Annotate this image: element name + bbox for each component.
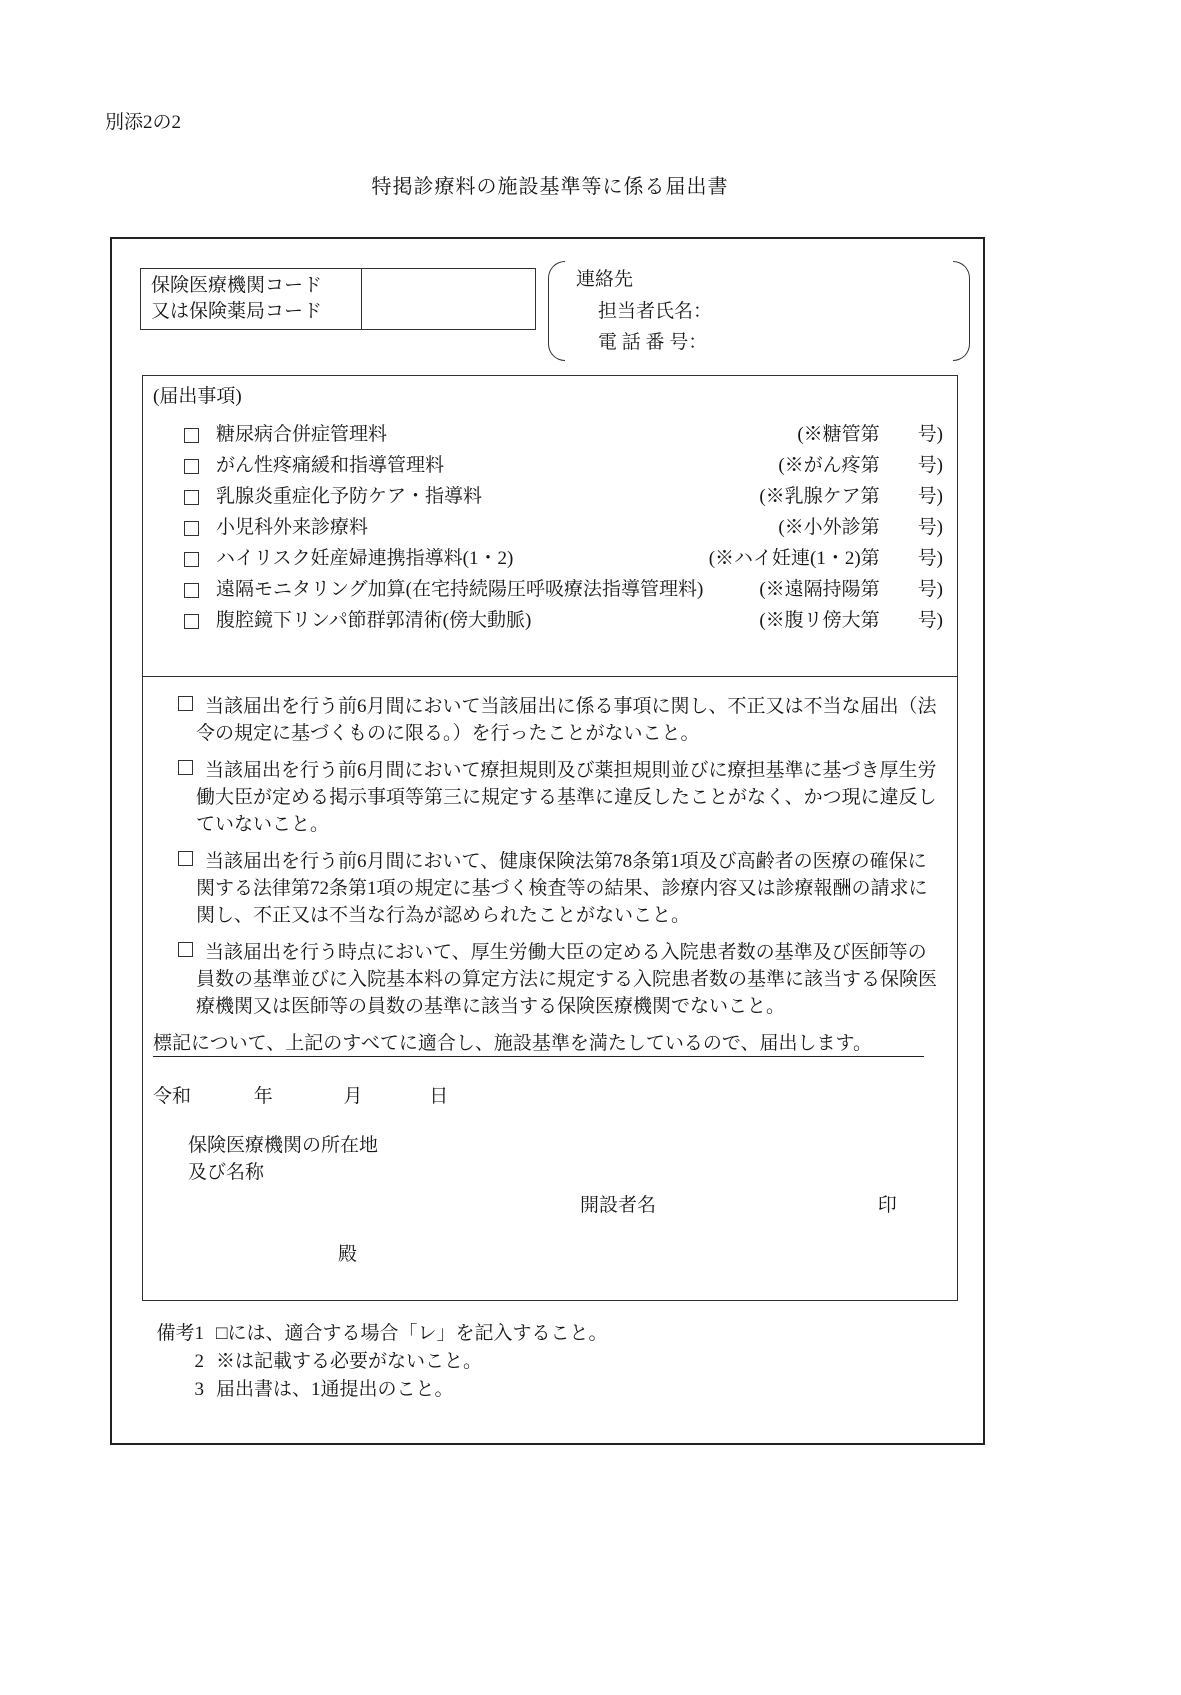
code-label-line2: 又は保険薬局コード <box>151 301 323 322</box>
code-label-box <box>140 268 362 330</box>
declaration-text: 当該届出を行う前6月間において、健康保険法第78条第1項及び高齢者の医療の確保に関する法律第72条第1項の規定に基づく検査等の結果、診療内容又は診療報酬の請求に関し、不正又は不当な行為が認められたことがないこと。 <box>196 851 928 926</box>
seal-label: 印 <box>877 1195 897 1216</box>
notification-item-row <box>143 513 957 544</box>
item-checkbox[interactable] <box>184 614 199 629</box>
item-name: 糖尿病合併症管理料 <box>216 424 388 446</box>
notification-item-row <box>143 544 957 575</box>
item-code: (※遠隔持陽第 号) <box>759 579 943 601</box>
remark-text: □には、適合する場合「レ」を記入すること。 <box>216 1323 608 1344</box>
era-label: 令和 <box>153 1086 192 1107</box>
item-name: 腹腔鏡下リンパ節群郭清術(傍大動脈) <box>216 610 532 632</box>
item-code: (※小外診第 号) <box>778 517 943 539</box>
day-label: 日 <box>429 1086 449 1107</box>
founder-label: 開設者名 <box>580 1195 657 1216</box>
remark-row <box>148 1376 948 1404</box>
item-name: 乳腺炎重症化予防ケア・指導料 <box>216 486 483 508</box>
institution-address-label: 保険医療機関の所在地 <box>188 1135 379 1156</box>
remark-row <box>148 1320 948 1348</box>
item-checkbox[interactable] <box>184 521 199 536</box>
code-value-field[interactable] <box>362 268 536 330</box>
page-title: 特掲診療料の施設基準等に係る届出書 <box>371 176 729 198</box>
item-name: がん性疼痛緩和指導管理料 <box>216 455 445 477</box>
notification-item-row <box>143 451 957 482</box>
declarations-box <box>142 676 958 1301</box>
declaration-text: 当該届出を行う時点において、厚生労働大臣の定める入院患者数の基準及び医師等の員数の基準並びに入院基本料の算定方法に規定する入院患者数の基準に該当する保険医療機関又は医師等の員数の基準に該当する保険医療機関でないこと。 <box>196 942 938 1017</box>
notification-items-list <box>143 420 957 637</box>
conformity-statement: 標記について、上記のすべてに適合し、施設基準を満たしているので、届出します。 <box>153 1033 924 1057</box>
left-bracket-icon <box>548 261 565 361</box>
item-code: (※腹リ傍大第 号) <box>759 610 943 632</box>
item-code: (※がん疼第 号) <box>778 455 943 477</box>
notification-item-row <box>143 482 957 513</box>
notification-item-row <box>143 575 957 606</box>
declaration-row <box>143 848 943 929</box>
notification-item-row <box>143 420 957 451</box>
declaration-row <box>143 693 943 747</box>
declaration-checkbox[interactable] <box>178 696 193 711</box>
date-line <box>153 1083 943 1110</box>
remark-number: 3 <box>194 1379 204 1400</box>
declaration-text: 当該届出を行う前6月間において療担規則及び薬担規則並びに療担基準に基づき厚生労働大臣が定める掲示事項等第三に規定する基準に違反したことがなく、かつ現に違反していないこと。 <box>196 760 937 835</box>
declaration-checkbox[interactable] <box>178 760 193 775</box>
right-bracket-icon <box>953 261 970 361</box>
item-name: 小児科外来診療料 <box>216 517 369 539</box>
declaration-checkbox[interactable] <box>178 942 193 957</box>
institution-name-label: 及び名称 <box>188 1162 265 1183</box>
item-checkbox[interactable] <box>184 552 199 567</box>
notification-item-row <box>143 606 957 637</box>
remark-number: 2 <box>194 1351 204 1372</box>
item-checkbox[interactable] <box>184 583 199 598</box>
remarks-section <box>148 1320 948 1404</box>
year-label: 年 <box>253 1086 273 1107</box>
item-name: 遠隔モニタリング加算(在宅持続陽圧呼吸療法指導管理料) <box>216 579 704 601</box>
contact-section <box>548 261 970 361</box>
item-name: ハイリスク妊産婦連携指導料(1・2) <box>216 548 514 570</box>
remark-number: 備考1 <box>156 1323 204 1344</box>
contact-phone-label: 電 話 番 号： <box>598 332 708 353</box>
code-label-line1: 保険医療機関コード <box>151 275 323 296</box>
month-label: 月 <box>343 1086 363 1107</box>
declaration-checkbox[interactable] <box>178 851 193 866</box>
item-code: (※糖管第 号) <box>797 424 943 446</box>
item-checkbox[interactable] <box>184 459 199 474</box>
statement-line <box>153 1030 943 1057</box>
code-section <box>140 268 536 330</box>
founder-line <box>143 1192 943 1219</box>
declaration-text: 当該届出を行う前6月間において当該届出に係る事項に関し、不正又は不当な届出（法令の規定に基づくものに限る。）を行ったことがないこと。 <box>196 696 937 744</box>
declaration-row <box>143 939 943 1020</box>
remark-row <box>148 1348 948 1376</box>
declaration-row <box>143 757 943 838</box>
item-checkbox[interactable] <box>184 490 199 505</box>
remark-text: ※は記載する必要がないこと。 <box>216 1351 483 1372</box>
remark-text: 届出書は、1通提出のこと。 <box>216 1379 454 1400</box>
attachment-label: 別添2の2 <box>105 112 182 133</box>
contact-title: 連絡先 <box>576 269 634 290</box>
notification-items-box <box>142 375 958 677</box>
form-border <box>110 237 985 1445</box>
contact-person-label: 担当者氏名： <box>598 301 713 322</box>
item-code: (※ハイ妊連(1・2)第 号) <box>708 548 943 570</box>
notification-section-title: (届出事項) <box>153 386 242 407</box>
addressee-suffix: 殿 <box>338 1244 358 1265</box>
item-code: (※乳腺ケア第 号) <box>759 486 943 508</box>
item-checkbox[interactable] <box>184 428 199 443</box>
